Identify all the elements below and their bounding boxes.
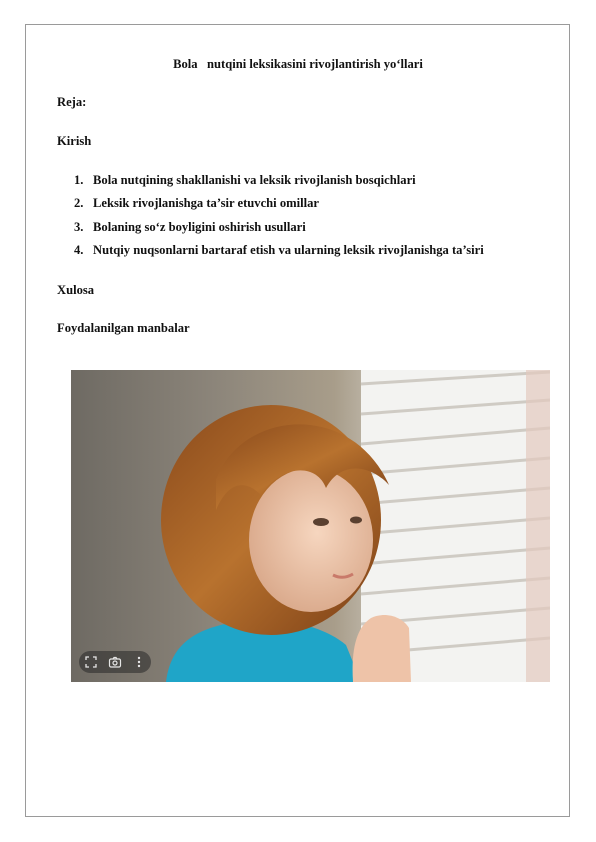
image-toolbar <box>79 651 151 673</box>
plan-item-text: Bola nutqining shakllanishi va leksik rivojlanish bosqichlari <box>93 173 416 187</box>
plan-item-text: Leksik rivojlanishga ta’sir etuvchi omillar <box>93 196 319 211</box>
plan-item <box>74 219 484 242</box>
plan-item-number: 3. <box>74 219 84 234</box>
intro-heading: Kirish <box>57 134 92 148</box>
plan-item <box>74 242 484 265</box>
plan-item <box>74 172 484 195</box>
plan-item-number: 4. <box>74 242 84 257</box>
plan-list <box>74 172 484 265</box>
photo-illustration <box>71 370 550 682</box>
camera-icon[interactable] <box>107 654 123 670</box>
child-at-window-photo <box>71 370 550 682</box>
plan-item-text: Bolaning so‘z boyligini oshirish usullari <box>93 219 306 234</box>
document-title: Bola nutqini leksikasini rivojlantirish yo‘llari <box>173 57 423 71</box>
plan-item-text: Nutqiy nuqsonlarni bartaraf etish va ularning leksik rivojlanishga ta’siri <box>93 242 484 257</box>
references-heading: Foydalanilgan manbalar <box>57 321 190 335</box>
plan-item-number: 2. <box>74 196 84 211</box>
plan-item <box>74 195 484 218</box>
conclusion-heading: Xulosa <box>57 283 95 297</box>
plan-item-number: 1. <box>74 173 84 187</box>
lens-icon[interactable] <box>83 654 99 670</box>
more-vertical-icon[interactable] <box>131 654 147 670</box>
plan-heading: Reja: <box>57 95 87 109</box>
